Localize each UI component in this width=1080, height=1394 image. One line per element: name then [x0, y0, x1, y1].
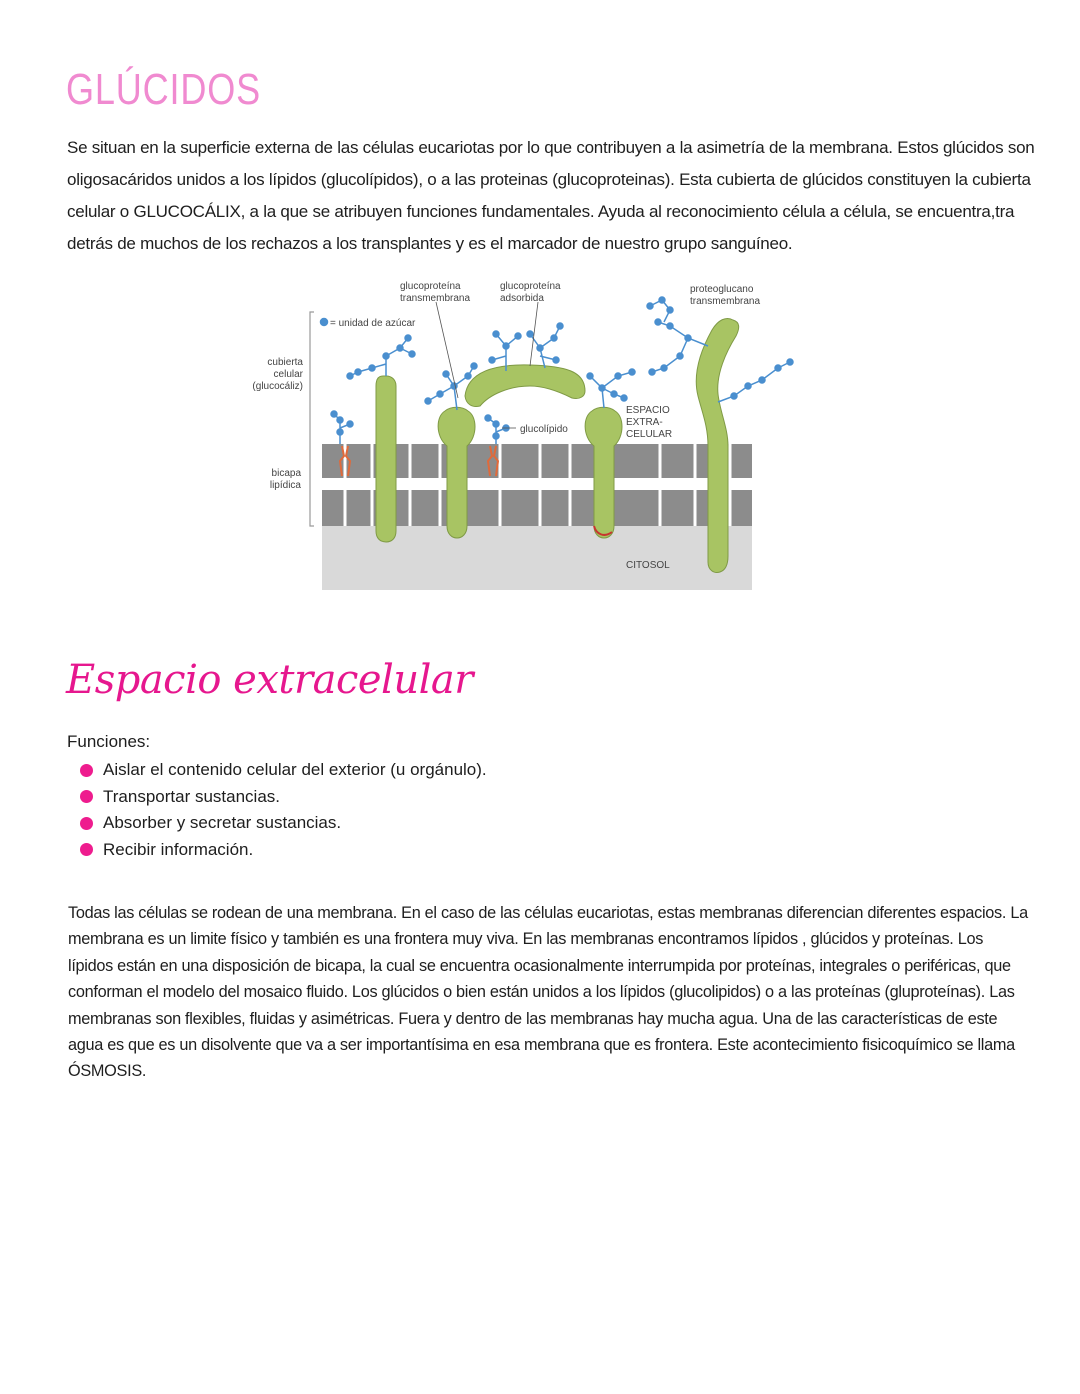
- list-item: [80, 757, 487, 784]
- label-glucoproteina-ads-line2: adsorbida: [500, 293, 544, 304]
- list-item: [80, 837, 487, 864]
- function-text: Transportar sustancias.: [103, 786, 280, 806]
- function-text: Aislar el contenido celular del exterior (u orgánulo).: [103, 760, 487, 780]
- bracket-lines: [310, 312, 314, 526]
- function-text: Absorber y secretar sustancias.: [103, 813, 342, 833]
- label-espacio-line3: CELULAR: [626, 429, 673, 440]
- label-cubierta-line3: (glucocáliz): [252, 381, 303, 392]
- label-glucoproteina-ads-line1: glucoproteína: [500, 281, 561, 292]
- functions-label: Funciones:: [67, 732, 151, 751]
- bullet-icon: [80, 843, 93, 856]
- membrane-paragraph: Todas las células se rodean de una membrana. En el caso de las células eucariotas, estas membranas diferencian diferentes espacios. La membrana es un limite físico y también es una frontera muy viva. En las membranas encontramos lípidos , glúcidos y proteínas. Los lípidos están en una disposición de bicapa, la cual se encuentra ocasionalmente interrumpida por proteínas, integrales o periféricas, que conforman el modelo del mosaico fluido. Los glúcidos o bien están unidos a los lípidos (glucolipidos) o a las proteínas (gluproteínas). Las membranas son flexibles, fluidas y asimétricas. Fuera y dentro de las membranas hay mucha agua. Una de las características de este agua es que es un disolvente que va a ser importantísima en esa membrana que es frontera. Este acontecimiento fisicoquímico se llama ÓSMOSIS.: [68, 904, 1028, 1081]
- label-glucoproteina-trans-line1: glucoproteína: [400, 281, 461, 292]
- function-text: Recibir información.: [103, 839, 254, 859]
- label-glucoproteina-trans-line2: transmembrana: [400, 293, 471, 304]
- glucidos-paragraph: Se situan en la superficie externa de las células eucariotas por lo que contribuyen a la asimetría de la membrana. Estos glúcidos son oligosacáridos unidos a los lípidos (glucolípidos), o a las proteinas (glucoproteinas). Esta cubierta de glúcidos constituyen la cubierta celular o GLUCOCÁLIX, a la que se atribuyen funciones fundamentales. Ayuda al reconocimiento célula a célula, se encuentra,tra detrás de muchos de los rechazos a los transplantes y es el marcador de nuestro grupo sanguíneo.: [67, 138, 1035, 253]
- label-bicapa-line1: bicapa: [271, 468, 301, 479]
- bullet-icon: [80, 790, 93, 803]
- bullet-icon: [80, 764, 93, 777]
- section-title-espacio-extracelular: Espacio extracelular: [66, 657, 473, 703]
- label-espacio-line2: EXTRA-: [626, 417, 663, 428]
- label-cubierta-line2: celular: [273, 369, 303, 380]
- bullet-icon: [80, 817, 93, 830]
- label-proteoglucano-line2: transmembrana: [690, 296, 761, 307]
- list-item: [80, 784, 487, 811]
- section-title-glucidos: GLÚCIDOS: [66, 65, 262, 114]
- legend-label: = unidad de azúcar: [330, 318, 416, 329]
- label-citosol: CITOSOL: [626, 560, 670, 571]
- functions-list: [80, 757, 487, 863]
- label-cubierta-line1: cubierta: [267, 357, 303, 368]
- glycocalyx-diagram: [240, 276, 800, 596]
- label-bicapa-line2: lipídica: [269, 480, 301, 491]
- label-proteoglucano-line1: proteoglucano: [690, 284, 754, 295]
- label-espacio-line1: ESPACIO: [626, 405, 670, 416]
- list-item: [80, 810, 487, 837]
- sugar-legend-icon: [321, 319, 328, 326]
- label-glucolipido: glucolípido: [520, 424, 568, 435]
